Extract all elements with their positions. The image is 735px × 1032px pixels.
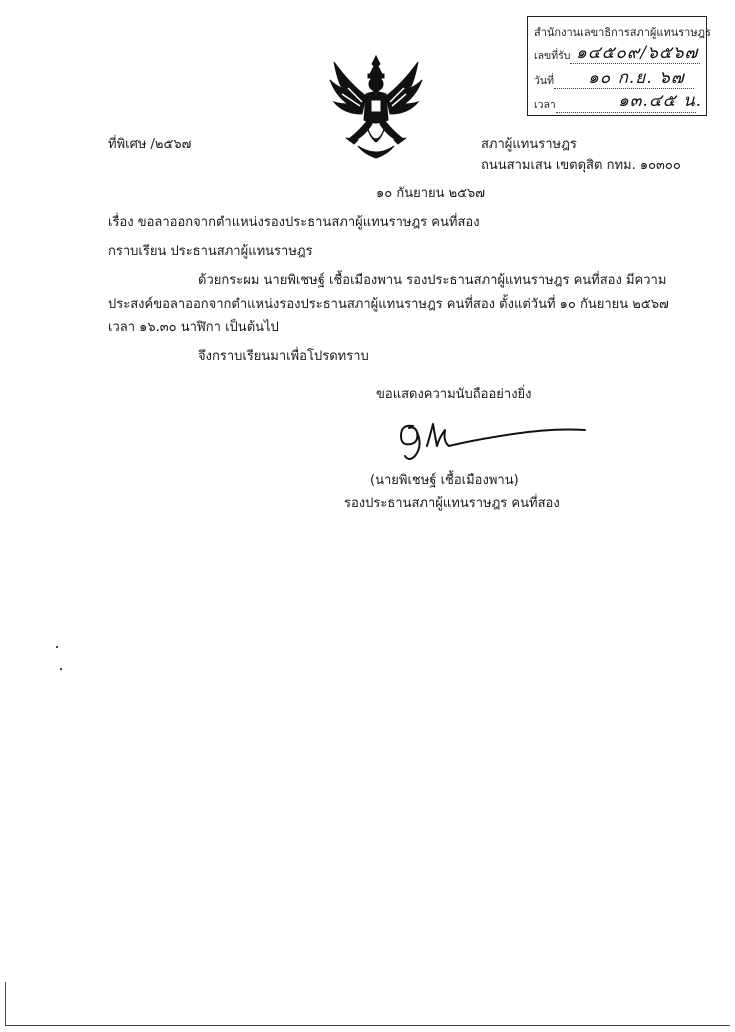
stamp-date: ๑๐ ก.ย. ๖๗ [588, 68, 685, 88]
signer-title: รองประธานสภาผู้แทนราษฎร คนที่สอง [344, 496, 560, 511]
sender-organization: สภาผู้แทนราษฎร [481, 137, 577, 152]
garuda-emblem-icon [328, 54, 424, 160]
stamp-time-label: เวลา [534, 99, 556, 111]
signer-name: (นายพิเชษฐ์ เชื้อเมืองพาน) [370, 473, 519, 488]
stamp-date-label: วันที่ [534, 75, 554, 87]
complimentary-close: ขอแสดงความนับถืออย่างยิ่ง [376, 387, 532, 402]
body-line-2: ประสงค์ขอลาออกจากตำแหน่งรองประธานสภาผู้แทนราษฎร คนที่สอง ตั้งแต่วันที่ ๑๐ กันยายน ๒๕๖๗ [108, 297, 669, 312]
closing-request: จึงกราบเรียนมาเพื่อโปรดทราบ [198, 349, 369, 364]
stamp-receipt-number: ๑๔๕๐๙/๖๕๖๗ [576, 43, 699, 63]
receipt-stamp [527, 16, 711, 116]
scan-bottom-edge [5, 1025, 730, 1026]
stamp-receipt-label: เลขที่รับ [534, 50, 571, 62]
stamp-time: ๑๓.๔๕ น. [618, 91, 702, 111]
subject-line: เรื่อง ขอลาออกจากตำแหน่งรองประธานสภาผู้แทนราษฎร คนที่สอง [108, 215, 480, 230]
scan-speck [60, 668, 62, 670]
body-line-1: ด้วยกระผม นายพิเชษฐ์ เชื้อเมืองพาน รองประธานสภาผู้แทนราษฎร คนที่สอง มีความ [198, 273, 667, 288]
reference-number: ที่พิเศษ /๒๕๖๗ [108, 137, 192, 152]
scan-speck [56, 646, 58, 648]
sender-address: ถนนสามเสน เขตดุสิต กทม. ๑๐๓๐๐ [481, 158, 681, 173]
stamp-office: สำนักงานเลขาธิการสภาผู้แทนราษฎร [534, 26, 711, 39]
scan-edge-line [5, 982, 6, 1026]
salutation: กราบเรียน ประธานสภาผู้แทนราษฎร [108, 244, 313, 259]
letter-date: ๑๐ กันยายน ๒๕๖๗ [376, 186, 486, 201]
body-line-3: เวลา ๑๖.๓๐ นาฬิกา เป็นต้นไป [108, 320, 279, 335]
handwritten-signature [393, 416, 593, 464]
